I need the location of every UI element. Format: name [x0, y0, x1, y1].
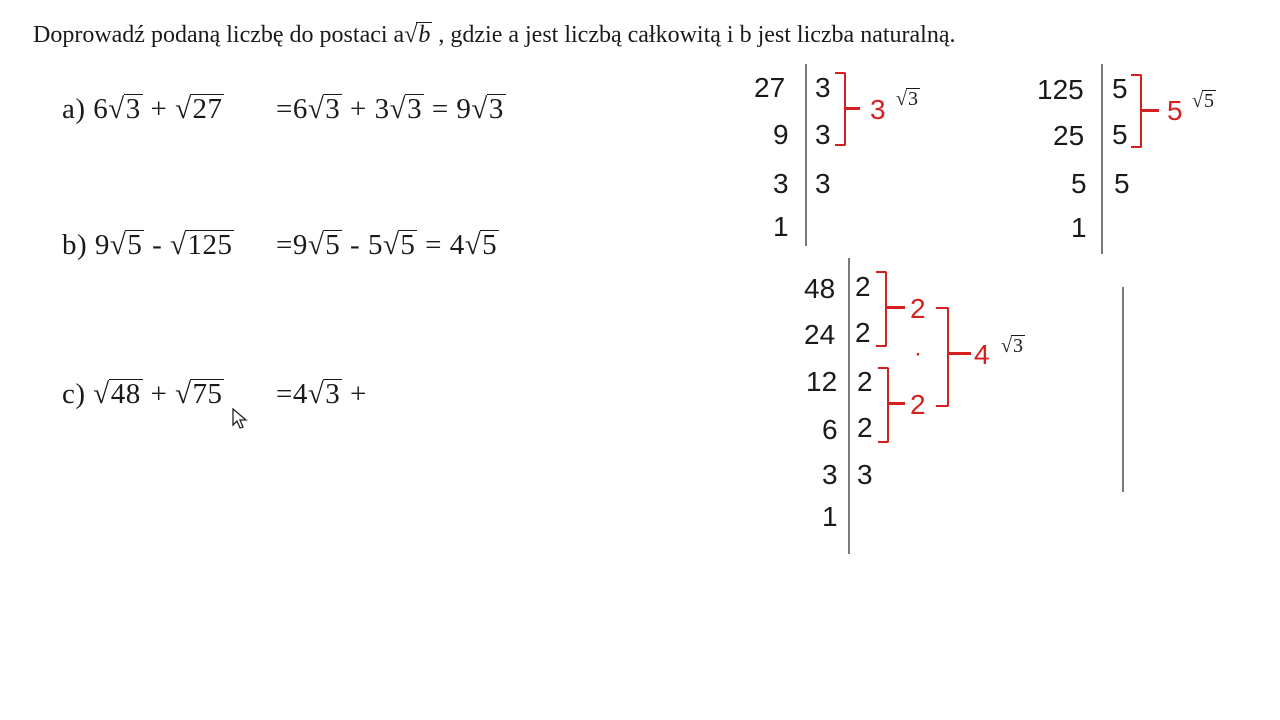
- instruction-text: [33, 22, 956, 49]
- mouse-cursor-icon: [232, 408, 248, 430]
- problem-a-result-radical: √3: [471, 93, 504, 125]
- fact27-bracket: [835, 72, 846, 146]
- problem-a-op1: +: [150, 93, 168, 125]
- fact125-left-1: 25: [1053, 120, 1085, 151]
- problem-a-term1-radical: √3: [108, 93, 141, 125]
- fact48-divider: [848, 258, 850, 554]
- problem-a-result-coef: 9: [456, 93, 472, 125]
- problem-a-op2: +: [350, 93, 367, 125]
- problem-a-term1-coef: 6: [93, 93, 109, 125]
- problem-b-eq1: =: [276, 229, 293, 261]
- fact48-result-radical: √3: [1001, 335, 1023, 357]
- fact27-right-0: 3: [815, 72, 831, 103]
- fact48-right-0: 2: [855, 271, 871, 302]
- instruction-after: , gdzie a jest liczbą całkowitą i b jest liczba naturalną.: [438, 22, 956, 48]
- problem-a-step1-radical: √3: [307, 93, 341, 125]
- problem-b-result-radical: √5: [464, 229, 498, 261]
- problem-a: [62, 93, 224, 126]
- fact48-left-2: 12: [806, 366, 838, 397]
- fact27-left-3: 1: [773, 211, 789, 242]
- fact48-bracket-pair1-tick: [887, 306, 905, 309]
- fact125-left-0: 125: [1037, 74, 1084, 105]
- problem-a-step1-coef: 6: [292, 93, 308, 125]
- fact125-right-0: 5: [1112, 73, 1128, 104]
- fact48-left-4: 3: [822, 459, 838, 490]
- problem-b-op2: -: [350, 229, 361, 261]
- problem-c-op1: +: [150, 378, 168, 410]
- problem-b-op1: -: [152, 229, 163, 261]
- fact27-left-1: 9: [773, 119, 789, 150]
- problem-b-step1-radical: √5: [307, 229, 341, 261]
- fact48-pair2-value: 2: [910, 389, 926, 420]
- problem-c-step1-coef: 4: [292, 378, 308, 410]
- fact48-bracket-outer: [936, 307, 949, 407]
- problem-c: [62, 378, 224, 411]
- fact48-pair1-value: 2: [910, 293, 926, 324]
- fact27-right-1: 3: [815, 119, 831, 150]
- problem-b-step2-radical: √5: [382, 229, 416, 261]
- problem-b-result-coef: 4: [449, 229, 465, 261]
- problem-c-label: c): [62, 378, 86, 410]
- problem-a-eq2: =: [431, 93, 449, 125]
- fact125-left-3: 1: [1071, 212, 1087, 243]
- fact48-left-3: 6: [822, 414, 838, 445]
- problem-b-solution: [276, 229, 499, 262]
- problem-b-eq2: =: [425, 229, 442, 261]
- fact48-right-2: 2: [857, 366, 873, 397]
- instruction-before: Doprowadź podaną liczbę do postaci a: [33, 22, 405, 48]
- fact27-right-2: 3: [815, 168, 831, 199]
- problem-a-step2-coef: 3: [374, 93, 390, 125]
- fact75-divider-empty: [1122, 287, 1124, 492]
- problem-b-label: b): [62, 229, 88, 261]
- fact125-left-2: 5: [1071, 168, 1087, 199]
- problem-c-op2: +: [350, 378, 367, 410]
- problem-b-term1-radical: √5: [109, 229, 143, 261]
- problem-c-solution: [276, 378, 367, 411]
- fact48-bracket-pair1: [876, 271, 887, 347]
- fact48-left-1: 24: [804, 319, 836, 350]
- problem-b-term1-coef: 9: [94, 229, 110, 261]
- problem-a-label: a): [62, 93, 86, 125]
- problem-c-term2-radical: √75: [175, 378, 223, 410]
- problem-a-term2-radical: √27: [175, 93, 223, 125]
- problem-b-step1-coef: 9: [292, 229, 308, 261]
- fact48-left-0: 48: [804, 273, 836, 304]
- problem-c-term1-radical: √48: [93, 378, 141, 410]
- problem-b-step2-coef: 5: [367, 229, 383, 261]
- fact48-right-4: 3: [857, 459, 873, 490]
- problem-a-step2-radical: √3: [389, 93, 423, 125]
- problem-c-step1-radical: √3: [307, 378, 341, 410]
- fact125-right-1: 5: [1112, 119, 1128, 150]
- fact48-left-5: 1: [822, 501, 838, 532]
- fact48-bracket-pair2-tick: [889, 402, 905, 405]
- fact27-bracket-tick: [846, 107, 860, 110]
- instruction-radical: √b: [404, 22, 431, 48]
- fact48-multiply-dot: ·: [914, 340, 922, 367]
- fact27-result-coef: 3: [870, 94, 886, 125]
- fact27-result-radical: √3: [896, 88, 918, 110]
- fact27-left-0: 27: [754, 72, 786, 103]
- fact48-bracket-pair2: [878, 367, 889, 443]
- fact125-bracket-tick: [1142, 109, 1159, 112]
- problem-b-term2-radical: √125: [170, 229, 233, 261]
- problem-a-solution: [276, 93, 506, 126]
- fact48-bracket-outer-tick: [949, 352, 971, 355]
- fact125-divider: [1101, 64, 1103, 254]
- problem-b: [62, 229, 234, 262]
- fact48-result-coef: 4: [974, 339, 990, 370]
- fact48-right-1: 2: [855, 317, 871, 348]
- problem-c-eq1: =: [276, 378, 293, 410]
- fact125-result-coef: 5: [1167, 95, 1183, 126]
- fact48-right-3: 2: [857, 412, 873, 443]
- fact125-right-2: 5: [1114, 168, 1130, 199]
- fact125-result-radical: √5: [1192, 90, 1214, 112]
- problem-a-eq1: =: [276, 93, 293, 125]
- fact125-bracket: [1131, 74, 1142, 148]
- fact27-left-2: 3: [773, 168, 789, 199]
- fact27-divider: [805, 64, 807, 246]
